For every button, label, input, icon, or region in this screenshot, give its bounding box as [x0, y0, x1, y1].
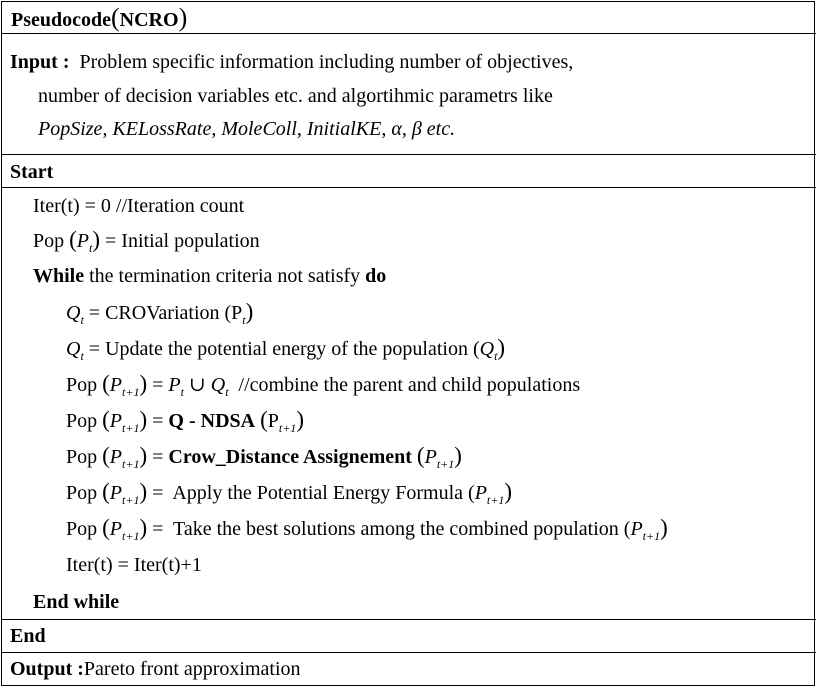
param-molecoll: MoleColl: [221, 118, 297, 140]
step-iter-init: Iter(t) = 0 //Iteration count: [33, 195, 245, 217]
separator-body: [1, 619, 816, 620]
input-label: Input :: [10, 51, 70, 73]
step-take-best: Pop $(P_{t+1})$ = Take the best solutions among the combined population $(P_{t+1})$: [66, 515, 668, 543]
separator-input: [1, 154, 816, 155]
page-title: Pseudocode(NCRO): [11, 3, 188, 32]
while-line: While the termination criteria not satisfy do: [33, 265, 387, 287]
end-label: End: [10, 625, 46, 647]
step-ndsa: Pop $(P_{t+1}) = Q$ - NDSA $(P_{t+1})$: [66, 407, 304, 435]
step-crowding: Pop $(P_{t+1})$ = Crow_Distance Assignement $(P_{t+1})$: [66, 443, 462, 471]
step-combine: Pop $(P_{t+1}) = P_t$ ∪ $Q_t$ //combine the parent and child populations: [66, 371, 581, 399]
step-cro-variation: $Q_t$ = CROVariation $(P_t)$: [66, 299, 254, 327]
output-label: Output :: [10, 658, 84, 680]
step-iter-inc: Iter(t) = Iter(t)+1: [66, 554, 202, 576]
end-while-label: End while: [33, 591, 120, 613]
input-line-1: [10, 50, 573, 74]
separator-start: [1, 187, 816, 188]
while-keyword: While: [33, 265, 85, 287]
input-line-2: [38, 84, 553, 108]
separator-title: [1, 33, 816, 34]
param-beta: β etc.: [411, 118, 456, 140]
start-label: Start: [10, 161, 54, 183]
separator-end: [1, 652, 816, 653]
do-keyword: do: [365, 265, 387, 287]
step-apply-formula: Pop $(P_{t+1})$ = Apply the Potential Energy Formula $(P_{t+1})$: [66, 479, 513, 507]
input-text-2: number of decision variables etc. and algortihmic parametrs like: [38, 85, 553, 107]
param-alpha: α: [391, 118, 402, 140]
param-popsize: PopSize: [38, 118, 103, 140]
output-line: [10, 657, 301, 681]
step-update-energy: $Q_t$ = Update the potential energy of the population $(Q_t)$: [66, 335, 506, 363]
title-name: NCRO: [119, 9, 179, 31]
input-line-3: PopSize, KELossRate, MoleColl, InitialKE, α, β etc.: [38, 118, 456, 140]
param-kelossrate: KELossRate: [112, 118, 212, 140]
step-initial-pop: Pop $(P_t)$ = Initial population: [33, 227, 260, 255]
param-initialke: InitialKE: [306, 118, 382, 140]
title-word: Pseudocode: [11, 9, 111, 31]
output-text: Pareto front approximation: [83, 658, 301, 680]
input-text-1: Problem specific information including number of objectives,: [79, 51, 574, 73]
